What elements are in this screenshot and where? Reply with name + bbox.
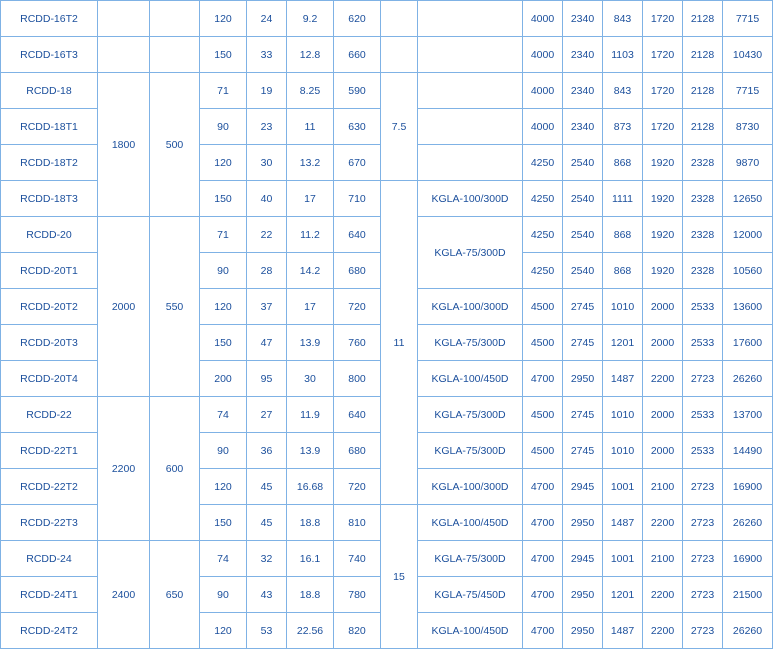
cell-model: RCDD-20T4 [1,361,98,397]
cell-d3: 1487 [603,361,643,397]
table-row [1,1,773,37]
cell-v2: 53 [247,613,287,649]
cell-d5: 2723 [683,613,723,649]
cell-d1: 4000 [523,37,563,73]
cell-weight: 26260 [723,613,773,649]
cell-v2: 24 [247,1,287,37]
cell-v2: 45 [247,505,287,541]
cell-d1: 4700 [523,469,563,505]
cell-weight: 7715 [723,1,773,37]
cell-width-merged: 500 [150,73,200,217]
cell-model: RCDD-22T2 [1,469,98,505]
cell-v1: 150 [200,181,247,217]
cell-d4: 1720 [643,73,683,109]
cell-weight: 7715 [723,73,773,109]
cell-weight: 26260 [723,361,773,397]
cell-weight: 16900 [723,541,773,577]
cell-v3: 11.2 [287,217,334,253]
table-body [1,1,773,649]
cell-d2: 2340 [563,1,603,37]
cell-width-merged: 650 [150,541,200,649]
cell-d5: 2128 [683,73,723,109]
cell-v1: 120 [200,1,247,37]
cell-d1: 4500 [523,325,563,361]
cell-v4: 740 [334,541,381,577]
cell-d2: 2945 [563,541,603,577]
cell-weight: 17600 [723,325,773,361]
cell-d1: 4500 [523,289,563,325]
cell-v4: 780 [334,577,381,613]
cell-kgla-model: KGLA-100/300D [418,181,523,217]
cell-v3: 18.8 [287,577,334,613]
cell-kgla-model: KGLA-75/300D [418,397,523,433]
cell-d2: 2745 [563,289,603,325]
cell-d4: 1720 [643,109,683,145]
cell-weight: 26260 [723,505,773,541]
cell-d3: 1103 [603,37,643,73]
cell-v1: 120 [200,289,247,325]
cell-kgla-blank [418,109,523,145]
cell-v4: 800 [334,361,381,397]
cell-v3: 22.56 [287,613,334,649]
cell-v1: 90 [200,109,247,145]
cell-d4: 1920 [643,145,683,181]
cell-v3: 18.8 [287,505,334,541]
cell-span-merged: 2200 [98,397,150,541]
cell-model: RCDD-24T1 [1,577,98,613]
cell-d3: 843 [603,73,643,109]
cell-d4: 2100 [643,541,683,577]
cell-weight: 12000 [723,217,773,253]
cell-d4: 2000 [643,397,683,433]
cell-span-merged: 2000 [98,217,150,397]
cell-d2: 2340 [563,73,603,109]
cell-d3: 1010 [603,289,643,325]
cell-d4: 2200 [643,613,683,649]
cell-d1: 4250 [523,145,563,181]
cell-v1: 150 [200,325,247,361]
cell-d4: 2000 [643,289,683,325]
cell-d1: 4000 [523,73,563,109]
cell-d2: 2950 [563,505,603,541]
cell-d2: 2540 [563,145,603,181]
cell-v1: 74 [200,541,247,577]
table-row [1,73,773,109]
cell-d1: 4700 [523,361,563,397]
cell-kgla-model: KGLA-75/300D [418,433,523,469]
cell-model: RCDD-20T1 [1,253,98,289]
cell-kgla-model: KGLA-100/300D [418,469,523,505]
cell-model: RCDD-22T3 [1,505,98,541]
cell-d5: 2128 [683,109,723,145]
cell-v4: 590 [334,73,381,109]
cell-d5: 2128 [683,1,723,37]
cell-v4: 760 [334,325,381,361]
cell-d1: 4500 [523,397,563,433]
cell-d3: 1487 [603,613,643,649]
cell-d2: 2950 [563,577,603,613]
cell-v2: 95 [247,361,287,397]
cell-model: RCDD-24 [1,541,98,577]
cell-model: RCDD-18T2 [1,145,98,181]
cell-kgla-model: KGLA-100/450D [418,613,523,649]
cell-v2: 40 [247,181,287,217]
cell-v1: 150 [200,505,247,541]
cell-d2: 2950 [563,613,603,649]
cell-d4: 1920 [643,253,683,289]
cell-d4: 2000 [643,433,683,469]
cell-d3: 873 [603,109,643,145]
cell-kgla-model: KGLA-75/300D [418,541,523,577]
cell-d3: 868 [603,253,643,289]
cell-d5: 2723 [683,469,723,505]
cell-v3: 13.9 [287,325,334,361]
cell-d5: 2723 [683,541,723,577]
cell-d5: 2723 [683,505,723,541]
cell-d1: 4250 [523,253,563,289]
cell-v4: 670 [334,145,381,181]
cell-v2: 37 [247,289,287,325]
cell-v3: 16.68 [287,469,334,505]
cell-d1: 4500 [523,433,563,469]
cell-v4: 820 [334,613,381,649]
cell-v2: 30 [247,145,287,181]
cell-model: RCDD-20T3 [1,325,98,361]
cell-d3: 1010 [603,433,643,469]
cell-d5: 2533 [683,397,723,433]
cell-v1: 200 [200,361,247,397]
cell-span-merged: 2400 [98,541,150,649]
cell-power-merged: 15 [381,505,418,649]
cell-d2: 2340 [563,37,603,73]
cell-span-blank [98,1,150,37]
cell-span-merged: 1800 [98,73,150,217]
cell-v1: 90 [200,253,247,289]
cell-v2: 33 [247,37,287,73]
cell-v1: 120 [200,145,247,181]
cell-power-blank [381,1,418,37]
cell-v1: 120 [200,613,247,649]
cell-d3: 1201 [603,577,643,613]
cell-width-blank [150,37,200,73]
cell-d4: 1920 [643,181,683,217]
cell-v2: 45 [247,469,287,505]
cell-model: RCDD-24T2 [1,613,98,649]
cell-kgla-model-merged: KGLA-75/300D [418,217,523,289]
cell-model: RCDD-18T1 [1,109,98,145]
cell-d3: 1201 [603,325,643,361]
cell-kgla-model: KGLA-75/450D [418,577,523,613]
cell-d2: 2745 [563,397,603,433]
cell-v4: 680 [334,433,381,469]
cell-d2: 2745 [563,325,603,361]
cell-v2: 36 [247,433,287,469]
cell-v4: 680 [334,253,381,289]
cell-v3: 12.8 [287,37,334,73]
cell-model: RCDD-18 [1,73,98,109]
cell-d3: 1001 [603,541,643,577]
cell-d3: 843 [603,1,643,37]
cell-d1: 4700 [523,505,563,541]
cell-kgla-model: KGLA-75/300D [418,325,523,361]
cell-v2: 47 [247,325,287,361]
cell-d1: 4700 [523,613,563,649]
cell-weight: 13600 [723,289,773,325]
cell-model: RCDD-22T1 [1,433,98,469]
cell-v3: 9.2 [287,1,334,37]
cell-v1: 150 [200,37,247,73]
cell-power-merged: 7.5 [381,73,418,181]
cell-v2: 19 [247,73,287,109]
cell-v3: 30 [287,361,334,397]
cell-model: RCDD-22 [1,397,98,433]
cell-d2: 2950 [563,361,603,397]
cell-v3: 14.2 [287,253,334,289]
cell-width-merged: 550 [150,217,200,397]
cell-weight: 8730 [723,109,773,145]
cell-d5: 2533 [683,289,723,325]
cell-v3: 11 [287,109,334,145]
cell-v3: 13.2 [287,145,334,181]
cell-kgla-model: KGLA-100/300D [418,289,523,325]
cell-model: RCDD-20T2 [1,289,98,325]
cell-d5: 2723 [683,577,723,613]
cell-v1: 71 [200,73,247,109]
cell-d2: 2540 [563,181,603,217]
cell-v4: 720 [334,469,381,505]
cell-v4: 640 [334,217,381,253]
cell-model: RCDD-20 [1,217,98,253]
cell-d3: 1010 [603,397,643,433]
cell-d4: 2200 [643,361,683,397]
cell-power-blank [381,37,418,73]
cell-weight: 13700 [723,397,773,433]
cell-v1: 90 [200,577,247,613]
cell-d5: 2328 [683,217,723,253]
cell-d5: 2128 [683,37,723,73]
cell-d4: 1720 [643,1,683,37]
cell-v3: 8.25 [287,73,334,109]
cell-weight: 14490 [723,433,773,469]
cell-span-blank [98,37,150,73]
table-row [1,37,773,73]
cell-v4: 710 [334,181,381,217]
cell-v3: 16.1 [287,541,334,577]
cell-d3: 1001 [603,469,643,505]
cell-weight: 12650 [723,181,773,217]
cell-v3: 17 [287,289,334,325]
cell-d1: 4250 [523,181,563,217]
cell-weight: 16900 [723,469,773,505]
cell-v2: 23 [247,109,287,145]
cell-weight: 21500 [723,577,773,613]
cell-v1: 90 [200,433,247,469]
cell-d4: 2200 [643,505,683,541]
cell-d4: 1720 [643,37,683,73]
cell-kgla-blank [418,145,523,181]
cell-v3: 13.9 [287,433,334,469]
cell-d4: 2000 [643,325,683,361]
cell-d1: 4700 [523,541,563,577]
cell-d4: 1920 [643,217,683,253]
cell-v1: 71 [200,217,247,253]
cell-d4: 2200 [643,577,683,613]
cell-d2: 2540 [563,253,603,289]
cell-v1: 74 [200,397,247,433]
cell-d1: 4700 [523,577,563,613]
cell-model: RCDD-18T3 [1,181,98,217]
cell-power-merged: 11 [381,181,418,505]
cell-v4: 660 [334,37,381,73]
cell-v1: 120 [200,469,247,505]
cell-v2: 27 [247,397,287,433]
cell-v2: 43 [247,577,287,613]
cell-kgla-model: KGLA-100/450D [418,361,523,397]
cell-kgla-blank [418,73,523,109]
cell-d3: 1487 [603,505,643,541]
cell-v4: 810 [334,505,381,541]
cell-d2: 2540 [563,217,603,253]
cell-d2: 2945 [563,469,603,505]
cell-d5: 2328 [683,145,723,181]
cell-v3: 11.9 [287,397,334,433]
cell-d2: 2340 [563,109,603,145]
cell-v4: 630 [334,109,381,145]
cell-d5: 2533 [683,433,723,469]
cell-d1: 4000 [523,1,563,37]
cell-v2: 28 [247,253,287,289]
cell-model: RCDD-16T3 [1,37,98,73]
cell-kgla-blank [418,37,523,73]
cell-d3: 868 [603,217,643,253]
cell-v4: 640 [334,397,381,433]
cell-v2: 22 [247,217,287,253]
cell-v4: 720 [334,289,381,325]
cell-d5: 2328 [683,181,723,217]
cell-d5: 2533 [683,325,723,361]
cell-width-merged: 600 [150,397,200,541]
cell-d3: 868 [603,145,643,181]
cell-width-blank [150,1,200,37]
cell-v3: 17 [287,181,334,217]
cell-d1: 4250 [523,217,563,253]
cell-kgla-model: KGLA-100/450D [418,505,523,541]
cell-d1: 4000 [523,109,563,145]
cell-weight: 9870 [723,145,773,181]
cell-d3: 1111 [603,181,643,217]
cell-d5: 2328 [683,253,723,289]
cell-weight: 10560 [723,253,773,289]
cell-model: RCDD-16T2 [1,1,98,37]
cell-weight: 10430 [723,37,773,73]
cell-kgla-blank [418,1,523,37]
cell-v2: 32 [247,541,287,577]
cell-v4: 620 [334,1,381,37]
cell-d5: 2723 [683,361,723,397]
cell-d4: 2100 [643,469,683,505]
cell-d2: 2745 [563,433,603,469]
